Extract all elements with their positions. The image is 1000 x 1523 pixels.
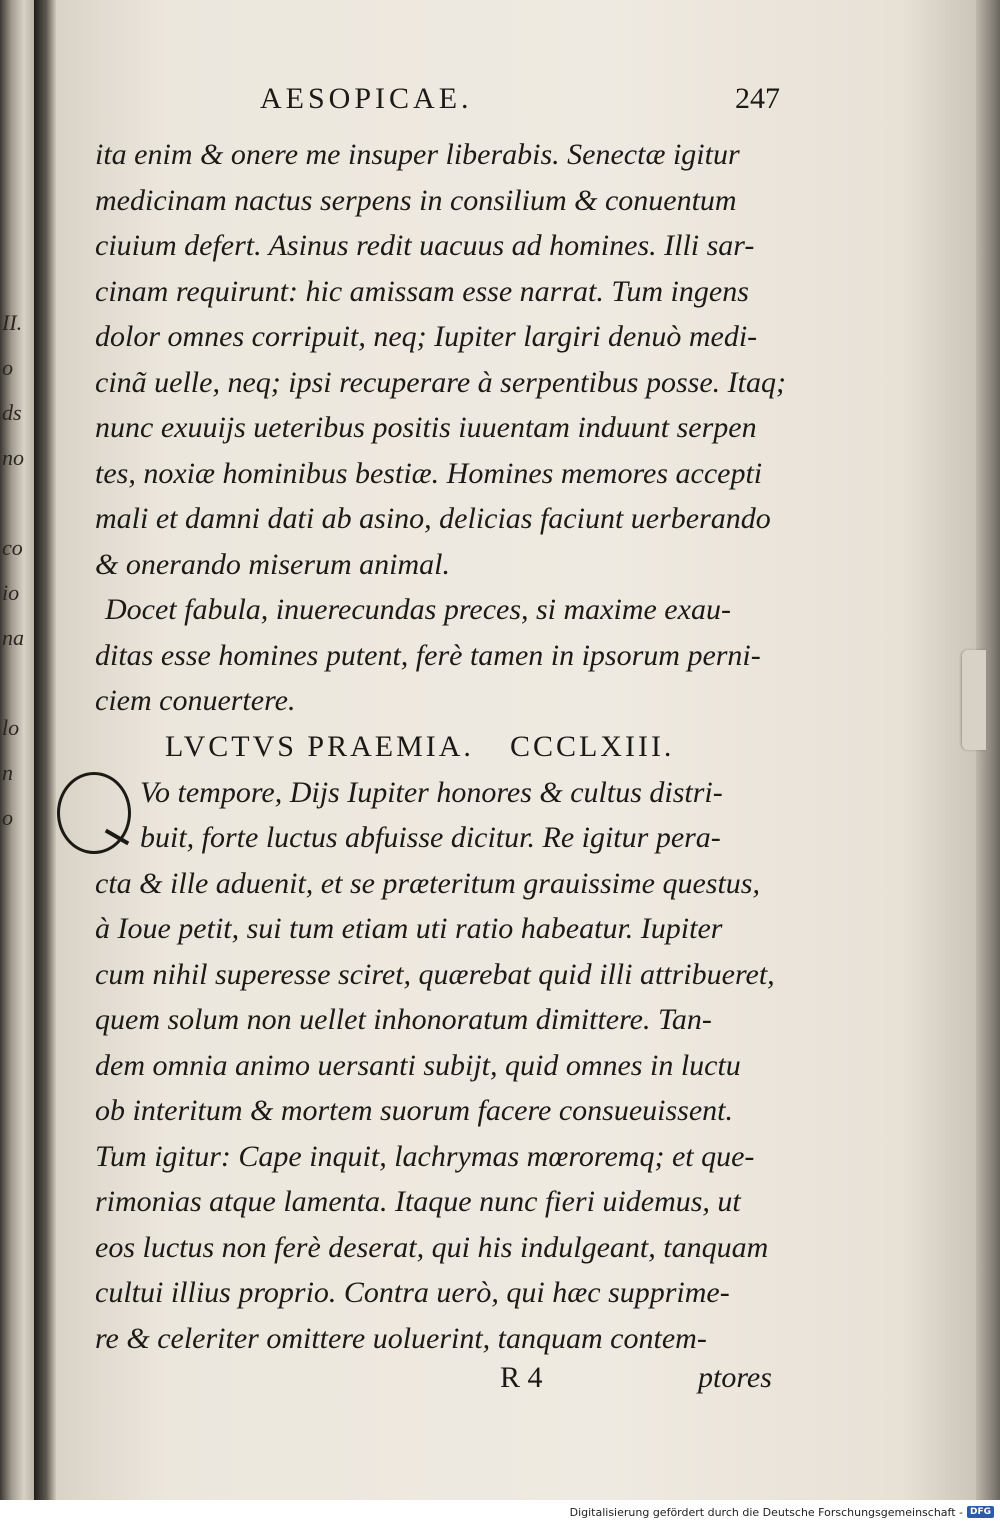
facing-page-fragment: no (2, 445, 24, 470)
text-line: re & celeriter omittere uoluerint, tanquam contem- (95, 1321, 707, 1355)
text-line: Docet fabula, inuerecundas preces, si maxime exau- (105, 593, 731, 626)
paragraph-fable (95, 770, 795, 1362)
text-line: dolor omnes corripuit, neq; Iupiter largiri denuò medi- (95, 320, 758, 353)
facing-page-edge (0, 0, 34, 1500)
credit-text: Digitalisierung gefördert durch die Deutsche Forschungsgemeinschaft - (569, 1505, 963, 1519)
text-line: rimonias atque lamenta. Itaque nunc fieri uidemus, ut (95, 1185, 741, 1218)
facing-page-fragment: n (2, 760, 13, 785)
page-tab (962, 650, 986, 750)
text-line: mali et damni dati ab asino, delicias faciunt uerberando (95, 502, 771, 535)
facing-page-fragment: co (2, 535, 23, 560)
signature-mark: R 4 (500, 1361, 543, 1394)
text-line: ciuium defert. Asinus redit uacuus ad homines. Illi sar- (95, 229, 755, 262)
fable-number: CCCLXIII. (509, 729, 675, 763)
running-head: AESOPICAE. (260, 82, 473, 115)
text-line: cta & ille aduenit, et se præteritum grauissime questus, (95, 866, 760, 900)
text-line: à Ioue petit, sui tum etiam uti ratio habeatur. Iupiter (95, 912, 723, 945)
moral-paragraph (95, 587, 795, 724)
facing-page-fragment: na (2, 625, 24, 650)
text-line: cum nihil superesse sciret, quærebat quid illi attribueret, (95, 957, 775, 991)
text-line: medicinam nactus serpens in consilium & conuentum (95, 183, 737, 217)
text-line: ob interitum & mortem suorum facere consueuissent. (95, 1094, 733, 1127)
facing-page-fragment (2, 660, 30, 705)
text-line: ita enim & onere me insuper liberabis. Senectæ igitur (95, 138, 740, 171)
text-line: eos luctus non ferè deserat, qui his indulgeant, tanquam (95, 1230, 769, 1264)
facing-page-text (2, 300, 30, 840)
page-header (95, 82, 795, 132)
text-line: nunc exuuijs ueteribus positis iuuentam induunt serpen (95, 411, 757, 444)
page-text-block (95, 82, 795, 1406)
text-line: quem solum non uellet inhonoratum dimittere. Tan- (95, 1003, 712, 1036)
text-line: ditas esse homines putent, ferè tamen in ipsorum perni- (95, 638, 761, 672)
facing-page-fragment: II. (2, 310, 23, 335)
text-line: cinã uelle, neq; ipsi recuperare à serpentibus posse. Itaq; (95, 365, 786, 399)
page-footer (95, 1361, 795, 1406)
text-line: tes, noxiæ hominibus bestiæ. Homines memores accepti (95, 456, 763, 490)
text-line: cinam requirunt: hic amissam esse narrat. Tum ingens (95, 274, 749, 308)
drop-cap-q-icon (57, 772, 131, 854)
page-fore-edge (976, 0, 1000, 1500)
facing-page-fragment: o (2, 355, 13, 380)
text-line: Tum igitur: Cape inquit, lachrymas mœroremq; et que- (95, 1139, 755, 1173)
dfg-logo-icon: DFG (967, 1506, 994, 1518)
page-number: 247 (735, 82, 780, 115)
fable-heading (95, 724, 795, 770)
paragraph-fable-end (95, 132, 795, 587)
text-line: Vo tempore, Dijs Iupiter honores & cultus distri- (140, 775, 723, 809)
digitization-credit (570, 1502, 994, 1522)
facing-page-fragment: ds (2, 400, 22, 425)
book-gutter (34, 0, 56, 1500)
text-line: dem omnia animo uersanti subijt, quid omnes in luctu (95, 1048, 741, 1082)
facing-page-fragment: lo (2, 715, 20, 740)
facing-page-fragment: o (2, 805, 13, 830)
facing-page-fragment (2, 480, 30, 525)
text-line: & onerando miserum animal. (95, 547, 450, 581)
catchword: ptores (698, 1361, 772, 1394)
facing-page-fragment: io (2, 580, 20, 605)
text-line: cultui illius proprio. Contra uerò, qui hæc supprime- (95, 1276, 730, 1309)
fable-title: LVCTVS PRAEMIA. (165, 729, 474, 763)
text-line: ciem conuertere. (95, 684, 296, 717)
text-line: buit, forte luctus abfuisse dicitur. Re igitur pera- (140, 821, 721, 854)
